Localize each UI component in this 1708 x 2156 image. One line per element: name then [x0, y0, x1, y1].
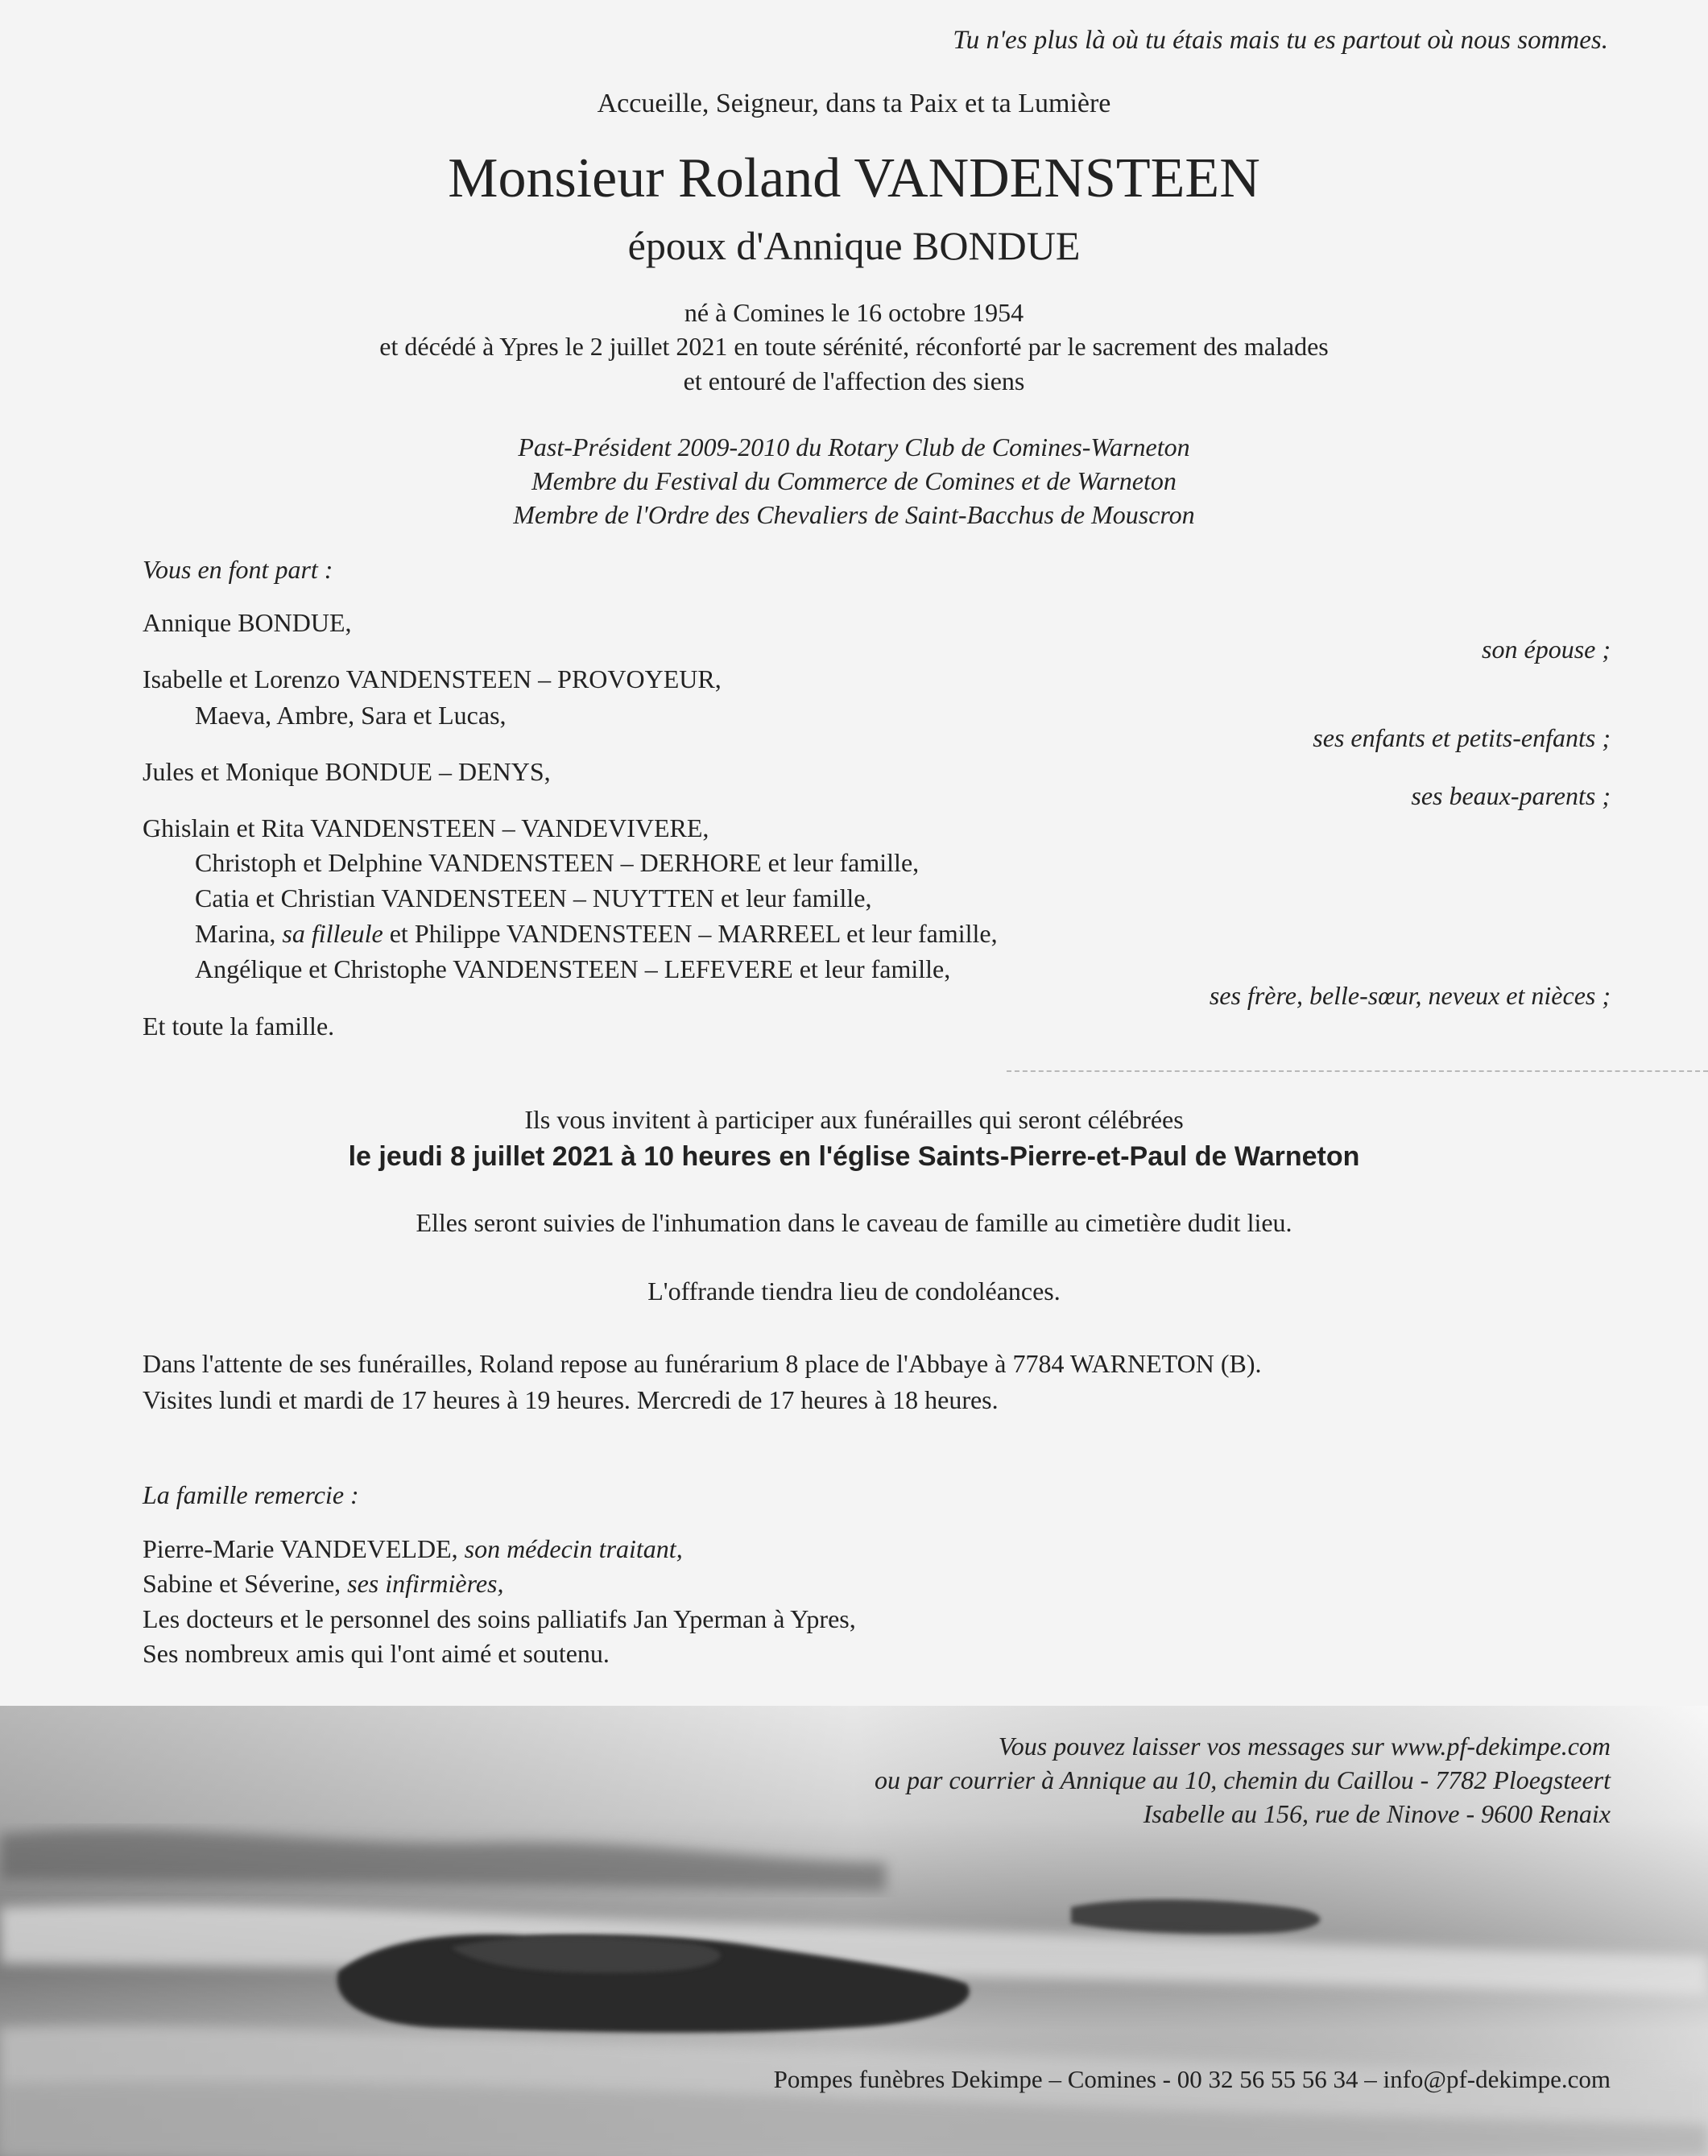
thanks-doctor-name: Pierre-Marie VANDEVELDE, [143, 1534, 465, 1563]
divider [1007, 1070, 1708, 1072]
funeral-offering: L'offrande tiendra lieu de condoléances. [647, 1277, 1061, 1306]
epigraph-quote: Tu n'es plus là où tu étais mais tu es partout où nous sommes. [953, 26, 1608, 55]
family-heading: Vous en font part : [143, 555, 333, 584]
family-sibling: Ghislain et Rita VANDENSTEEN – VANDEVIVERE, [143, 813, 709, 842]
nephew-3-name: Marina, [195, 919, 283, 948]
surrounded-line: et entouré de l'affection des siens [683, 366, 1025, 395]
nephew-3-godchild: sa filleule [282, 919, 383, 948]
thanks-palliative: Les docteurs et le personnel des soins palliatifs Jan Yperman à Ypres, [143, 1604, 856, 1633]
title-festival: Membre du Festival du Commerce de Comines et de Warneton [531, 466, 1177, 495]
title-order: Membre de l'Ordre des Chevaliers de Saint-Bacchus de Mouscron [513, 500, 1195, 529]
thanks-nurses [143, 1569, 504, 1599]
role-spouse: son épouse ; [1482, 635, 1611, 664]
funeral-date-place: le jeudi 8 juillet 2021 à 10 heures en l'église Saints-Pierre-et-Paul de Warneton [348, 1141, 1360, 1172]
messages-address-annique: ou par courrier à Annique au 10, chemin du Caillou - 7782 Ploegsteert [875, 1765, 1611, 1794]
footer-funeral-home: Pompes funèbres Dekimpe – Comines - 00 32 56 55 56 34 – info@pf-dekimpe.com [773, 2065, 1611, 2093]
death-line: et décédé à Ypres le 2 juillet 2021 en toute sérénité, réconforté par le sacrement des malades [379, 332, 1329, 361]
funeral-invite: Ils vous invitent à participer aux funérailles qui seront célébrées [524, 1105, 1184, 1134]
funeral-rest: Dans l'attente de ses funérailles, Roland repose au funérarium 8 place de l'Abbaye à 7784 WARNETON (B). [143, 1349, 1262, 1378]
deceased-name: Monsieur Roland VANDENSTEEN [448, 147, 1260, 209]
family-inlaws: Jules et Monique BONDUE – DENYS, [143, 757, 551, 786]
title-rotary: Past-Président 2009-2010 du Rotary Club de Comines-Warneton [518, 432, 1190, 461]
thanks-friends: Ses nombreux amis qui l'ont aimé et soutenu. [143, 1639, 610, 1668]
family-children: Isabelle et Lorenzo VANDENSTEEN – PROVOYEUR, [143, 664, 722, 693]
thanks-doctor-role: son médecin traitant, [464, 1534, 683, 1563]
family-nephew-2: Catia et Christian VANDENSTEEN – NUYTTEN et leur famille, [195, 884, 872, 912]
prayer-line: Accueille, Seigneur, dans ta Paix et ta Lumière [597, 89, 1111, 118]
birth-line: né à Comines le 16 octobre 1954 [684, 298, 1024, 327]
messages-address-isabelle: Isabelle au 156, rue de Ninove - 9600 Renaix [1143, 1799, 1611, 1828]
thanks-nurses-role: ses infirmières, [347, 1569, 504, 1598]
family-spouse: Annique BONDUE, [143, 608, 352, 637]
messages-website: Vous pouvez laisser vos messages sur www.pf-dekimpe.com [998, 1732, 1611, 1761]
family-nephew-3 [195, 919, 998, 949]
family-grandchildren: Maeva, Ambre, Sara et Lucas, [195, 701, 507, 730]
funeral-burial: Elles seront suivies de l'inhumation dans le caveau de famille au cimetière dudit lieu. [416, 1208, 1292, 1237]
family-all: Et toute la famille. [143, 1012, 335, 1041]
spouse-line: époux d'Annique BONDUE [627, 223, 1081, 268]
thanks-heading: La famille remercie : [143, 1480, 359, 1509]
thanks-doctor [143, 1534, 683, 1564]
role-inlaws: ses beaux-parents ; [1411, 781, 1611, 810]
role-siblings: ses frère, belle-sœur, neveux et nièces ; [1209, 981, 1611, 1010]
family-nephew-1: Christoph et Delphine VANDENSTEEN – DERHORE et leur famille, [195, 848, 920, 877]
nephew-3-rest: et Philippe VANDENSTEEN – MARREEL et leur famille, [383, 919, 998, 948]
role-children: ses enfants et petits-enfants ; [1313, 723, 1611, 752]
funeral-visits: Visites lundi et mardi de 17 heures à 19 heures. Mercredi de 17 heures à 18 heures. [143, 1385, 999, 1414]
family-nephew-4: Angélique et Christophe VANDENSTEEN – LEFEVERE et leur famille, [195, 954, 951, 983]
thanks-nurses-name: Sabine et Séverine, [143, 1569, 348, 1598]
